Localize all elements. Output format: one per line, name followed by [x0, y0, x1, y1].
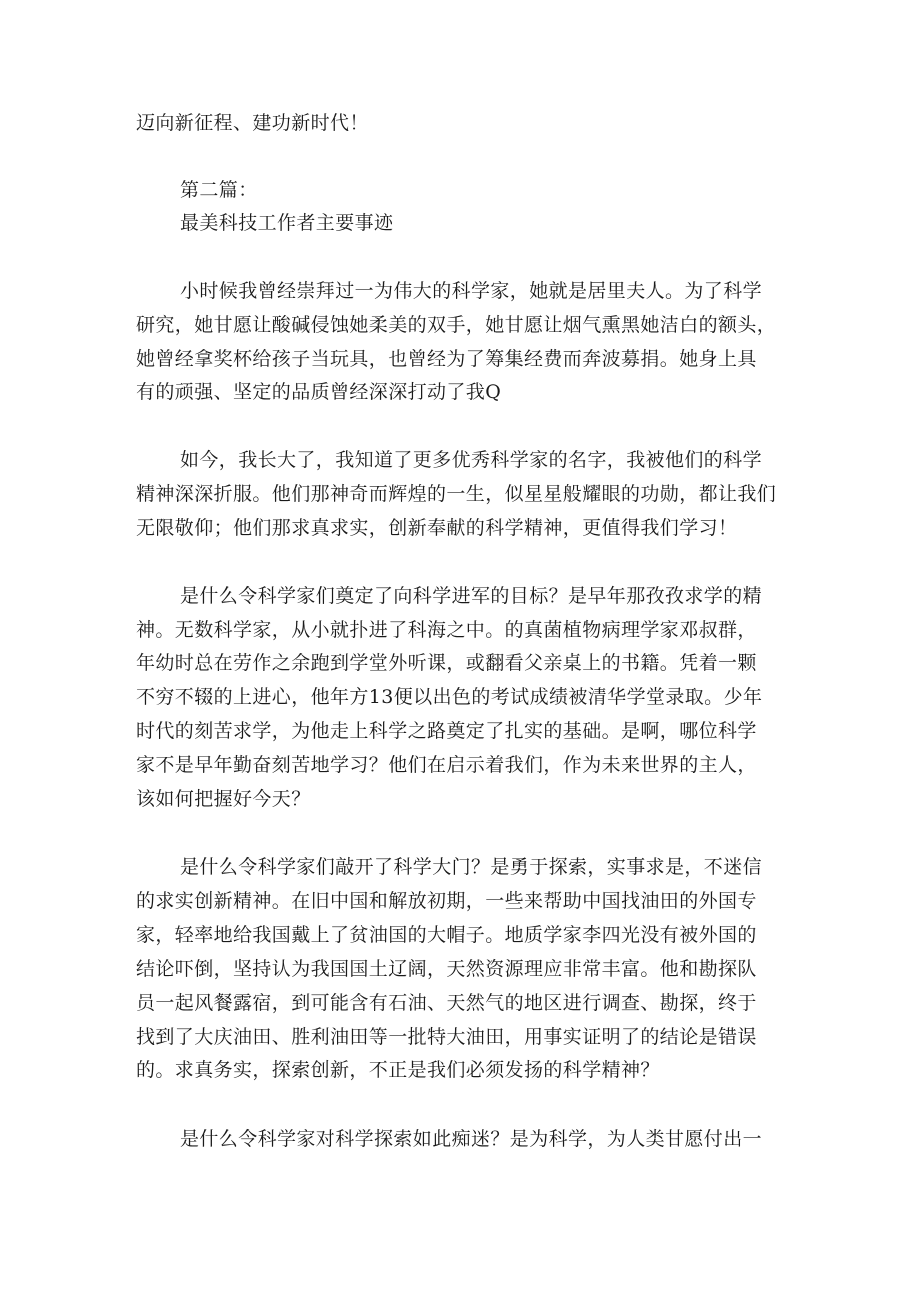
paragraph-line: 的。求真务实，探索创新，不正是我们必须发扬的科学精神？	[136, 1059, 660, 1081]
paragraph-line: 小时候我曾经崇拜过一为伟大的科学家，她就是居里夫人。为了科学	[180, 280, 763, 302]
paragraph-line: 有的顽强、坚定的品质曾经深深打动了我Q	[136, 381, 502, 403]
paragraph-line: 家不是早年勤奋刻苦地学习？他们在启示着我们，作为未来世界的主人，	[136, 754, 757, 776]
paragraph-line: 她曾经拿奖杯给孩子当玩具，也曾经为了筹集经费而奔波募捐。她身上具	[136, 348, 757, 370]
paragraph-line: 年幼时总在劳作之余跑到学堂外听课，或翻看父亲桌上的书籍。凭着一颗	[136, 652, 757, 674]
paragraph-line: 找到了大庆油田、胜利油田等一批特大油田，用事实证明了的结论是错误	[136, 1026, 757, 1048]
paragraph-line: 结论吓倒，坚持认为我国国土辽阔，天然资源理应非常丰富。他和勘探队	[136, 958, 757, 980]
section-title: 最美科技工作者主要事迹	[180, 212, 394, 234]
paragraph-line: 是什么令科学家对科学探索如此痴迷？是为科学，为人类甘愿付出一	[180, 1128, 763, 1150]
paragraph-line: 家，轻率地给我国戴上了贫油国的大帽子。地质学家李四光没有被外国的	[136, 924, 757, 946]
paragraph-line: 是什么令科学家们敲开了科学大门？是勇于探索，实事求是，不迷信	[180, 856, 763, 878]
paragraph-line: 精神深深折服。他们那神奇而辉煌的一生，似星星般耀眼的功勋，都让我们	[136, 483, 777, 505]
paragraph-line: 时代的刻苦求学，为他走上科学之路奠定了扎实的基础。是啊，哪位科学	[136, 720, 757, 742]
paragraph-line: 员一起风餐露宿，到可能含有石油、天然气的地区进行调查、勘探，终于	[136, 992, 757, 1014]
paragraph-line: 是什么令科学家们奠定了向科学进军的目标？是早年那孜孜求学的精	[180, 585, 763, 607]
paragraph-line: 神。无数科学家，从小就扑进了科海之中。的真菌植物病理学家邓叔群，	[136, 619, 757, 641]
section-label: 第二篇：	[180, 179, 258, 201]
paragraph-line: 的求实创新精神。在旧中国和解放初期，一些来帮助中国找油田的外国专	[136, 890, 757, 912]
intro-tail-line: 迈向新征程、建功新时代！	[136, 112, 369, 134]
paragraph-line: 不穷不辍的上进心，他年方13便以出色的考试成绩被清华学堂录取。少年	[136, 686, 763, 708]
paragraph-line: 研究，她甘愿让酸碱侵蚀她柔美的双手，她甘愿让烟气熏黑她洁白的额头，	[136, 314, 777, 336]
paragraph-line: 无限敬仰；他们那求真求实，创新奉献的科学精神，更值得我们学习！	[136, 517, 738, 539]
paragraph-line: 该如何把握好今天？	[136, 788, 311, 810]
paragraph-line: 如今，我长大了，我知道了更多优秀科学家的名字，我被他们的科学	[180, 449, 763, 471]
